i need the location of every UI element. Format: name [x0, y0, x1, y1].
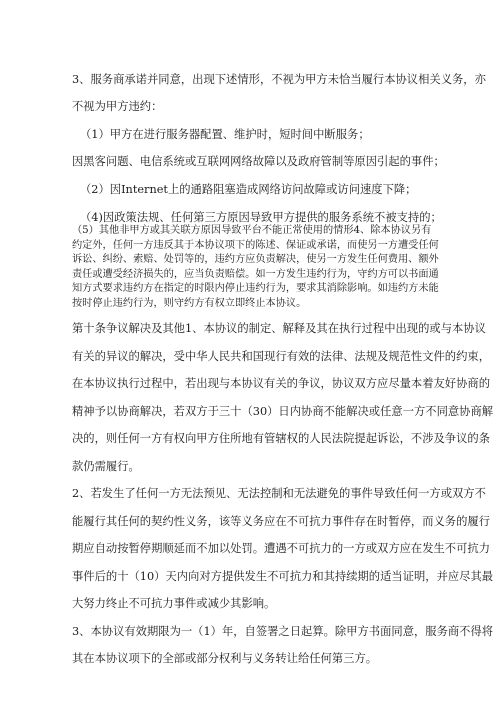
item-2-line: （2）因Internet上的通路阻塞造成网络访问故障或访问速度下降；: [80, 183, 417, 196]
item-1-line: （1）甲方在进行服务器配置、维护时，短时间中断服务；: [80, 128, 370, 141]
breach-paragraph: [72, 224, 439, 312]
hacker-issue-line: 因黑客问题、电信系统或互联网网络故障以及政府管制等原因引起的事件；: [72, 155, 445, 168]
article-10-line-2: 有关的异议的解决，受中华人民共和国现行有效的法律、法规及规范性文件的约束，: [72, 350, 490, 363]
article-10-line-4: 精神予以协商解决，若双方于三十（30）日内协商不能解决或任意一方不同意协商解: [72, 405, 494, 418]
term-line-1: 3、本协议有效期限为一（1）年，自签署之日起算。除甲方书面同意，服务商不得将: [72, 625, 494, 638]
breach-paragraph-line: 知方式要求违约方在指定的时限内停止违约行为，要求其消除影响。如违约方未能: [72, 283, 439, 295]
breach-paragraph-line: （5）其他非甲方或其关联方原因导致平台不能正常使用的情形4、除本协议另有: [72, 225, 432, 236]
article-10-line-5: 决的，则任何一方有权向甲方住所地有管辖权的人民法院提起诉讼，不涉及争议的条: [72, 432, 490, 445]
breach-paragraph-line: 责任或遭受经济损失的，应当负责赔偿。如一方发生违约行为，守约方可以书面通: [72, 268, 439, 280]
clause-3-line-2: 不视为甲方违约：: [72, 100, 163, 113]
term-line-2: 其在本协议项下的全部或部分权利与义务转让给任何第三方。: [72, 652, 378, 665]
force-majeure-line-3: 期应自动按暂停期顺延而不加以处罚。遭遇不可抗力的一方或双方应在发生不可抗力: [72, 542, 490, 555]
clause-3-line-1: 3、服务商承诺并同意，出现下述情形，不视为甲方未恰当履行本协议相关义务，亦: [72, 73, 486, 86]
force-majeure-line-2: 能履行其任何的契约性义务，该等义务应在不可抗力事件存在时暂停，而义务的履行: [72, 515, 490, 528]
force-majeure-line-4: 事件后的十（10）天内向对方提供发生不可抗力和其持续期的适当证明，并应尽其最: [72, 570, 494, 583]
item-4-line: （4)因政策法规、任何第三方原因导致甲方提供的服务系统不被支持的；: [80, 211, 442, 224]
article-10-line-3: 在本协议执行过程中，若出现与本协议有关的争议，协议双方应尽量本着友好协商的: [72, 377, 490, 390]
article-10-line-6: 款仍需履行。: [72, 460, 140, 473]
article-10-line-1: 第十条争议解决及其他1、本协议的制定、解释及其在执行过程中出现的或与本协议: [72, 322, 486, 335]
breach-paragraph-line: 诉讼、纠纷、索赔、处罚等的，违约方应负责解决，使另一方发生任何费用、额外: [72, 254, 439, 266]
breach-paragraph-line: 约定外，任何一方违反其于本协议项下的陈述、保证或承诺，而使另一方遭受任何: [72, 239, 439, 251]
force-majeure-line-1: 2、若发生了任何一方无法预见、无法控制和无法避免的事件导致任何一方或双方不: [72, 487, 486, 500]
force-majeure-line-5: 大努力终止不可抗力事件或减少其影响。: [72, 597, 276, 610]
breach-paragraph-line: 按时停止违约行为，则守约方有权立即终止本协议。: [72, 297, 307, 309]
